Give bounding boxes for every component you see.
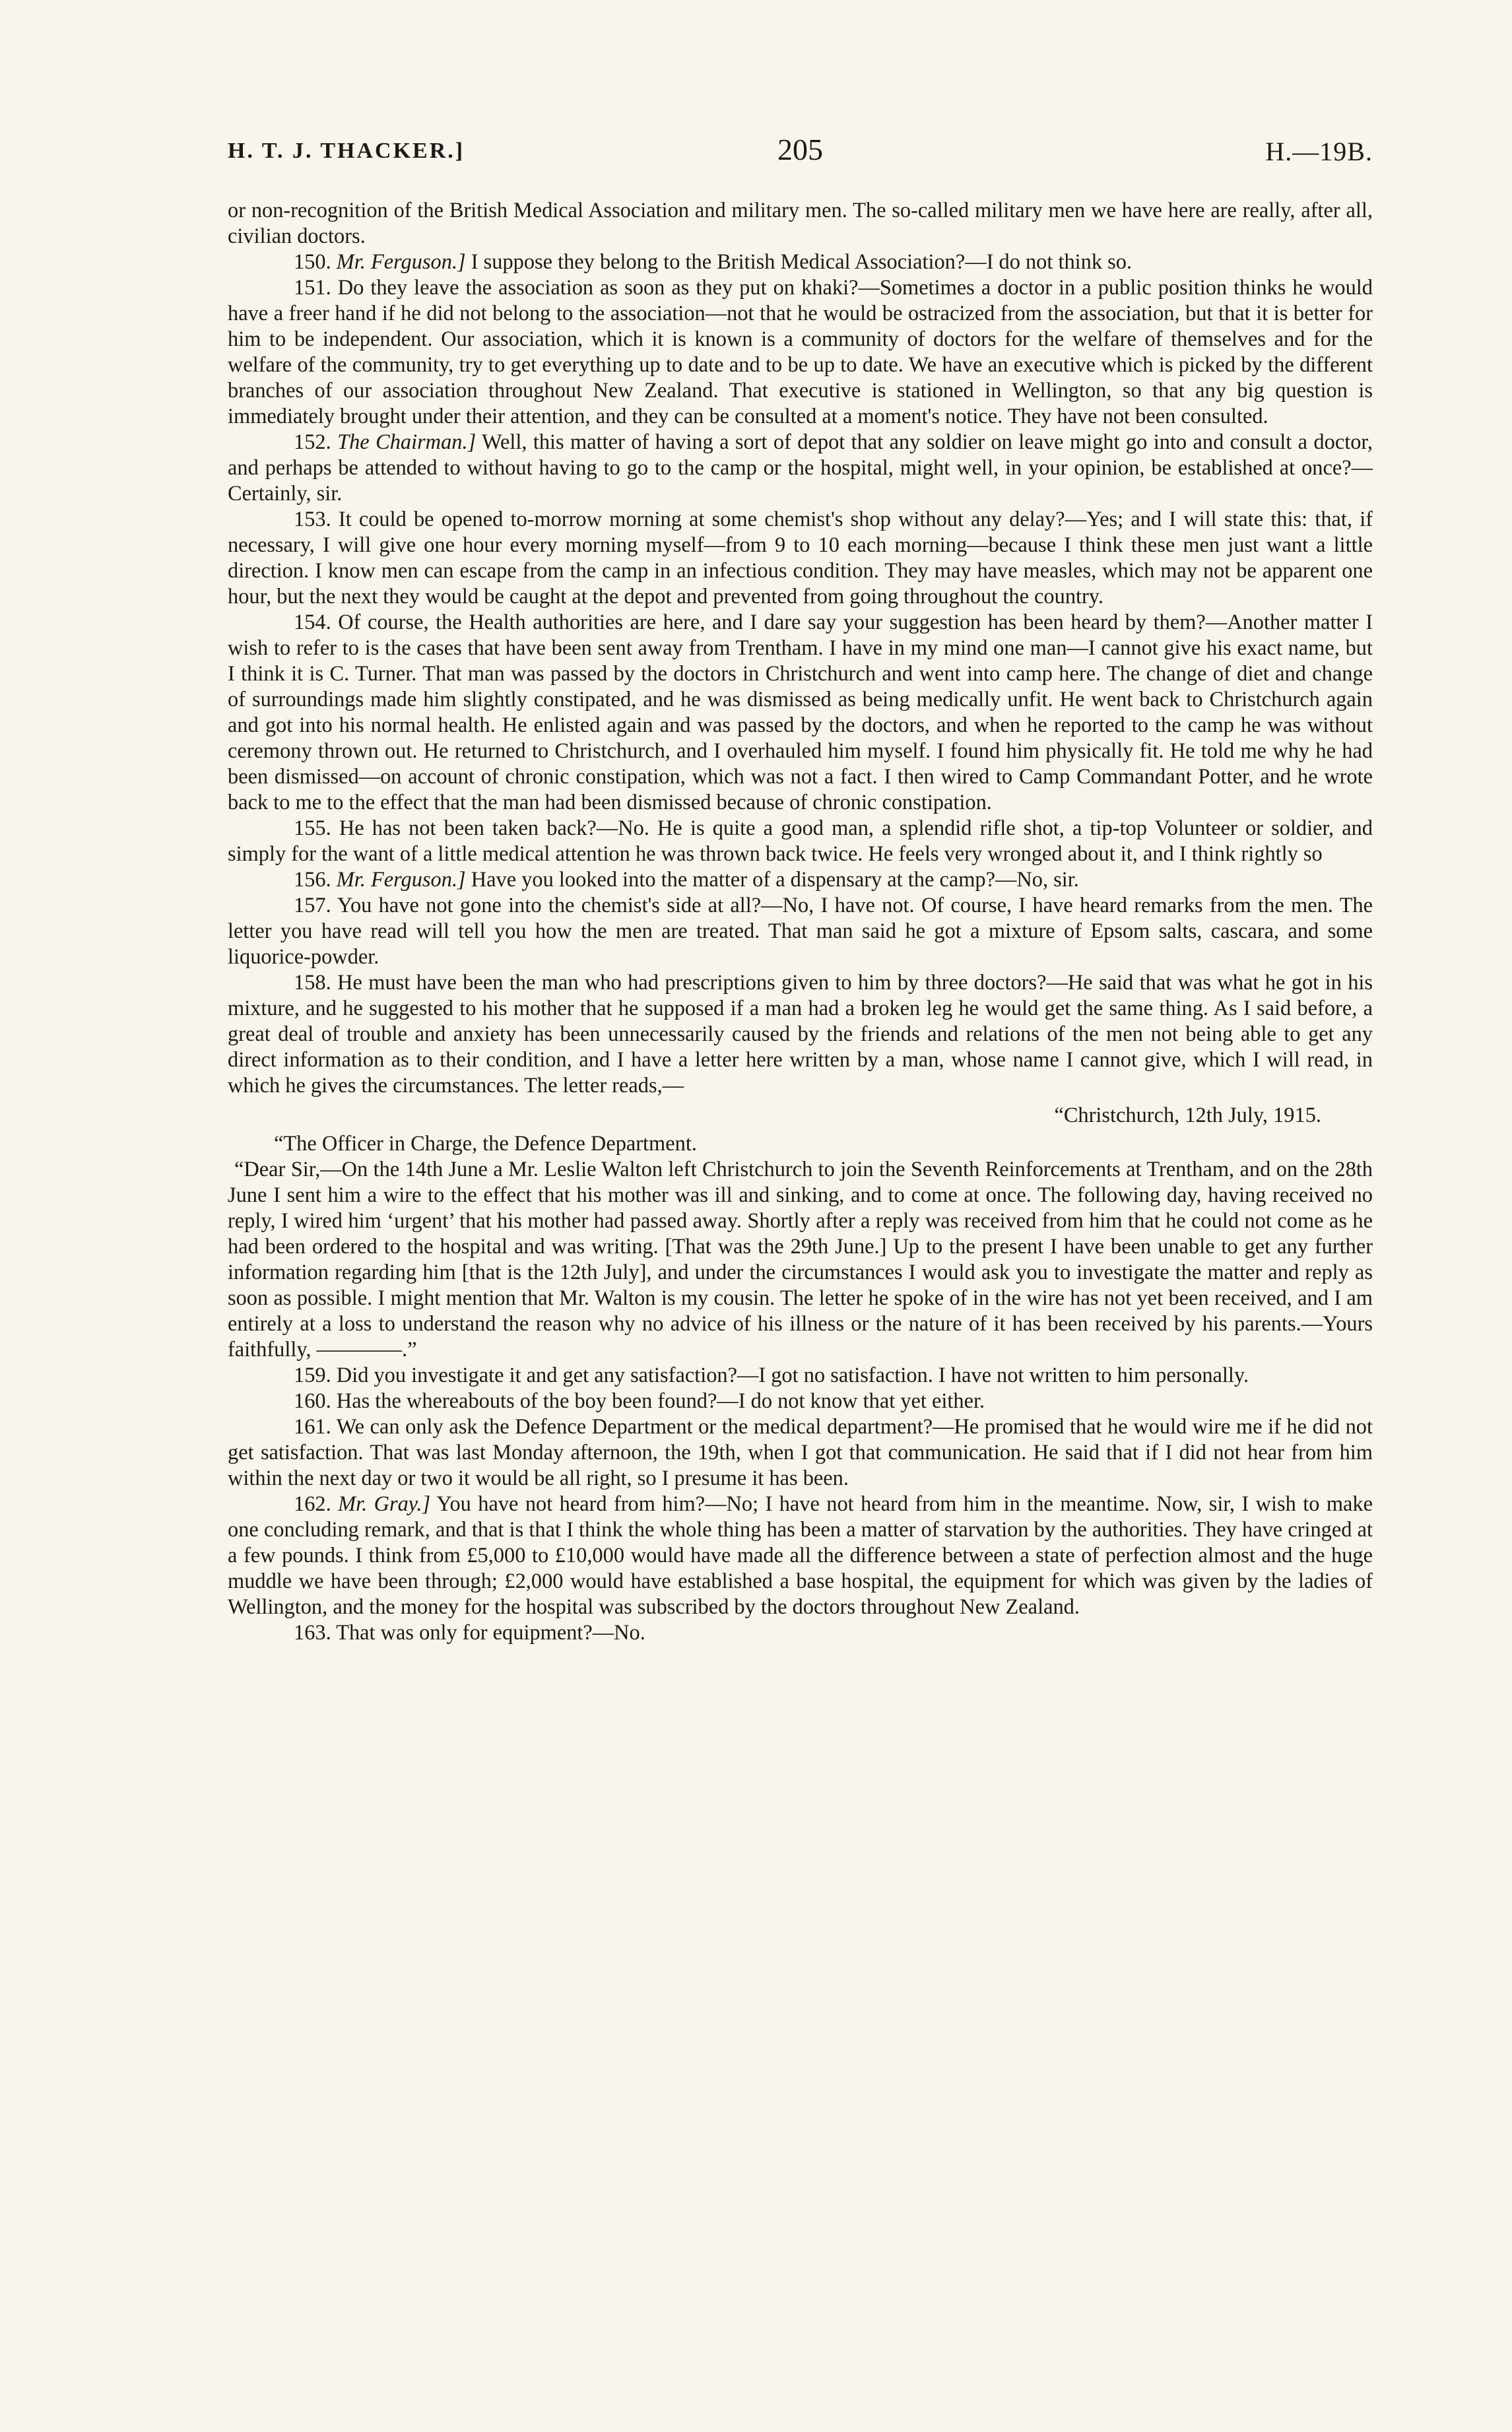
question-155 [228, 816, 1373, 867]
paragraph-text: Do they leave the association as soon as they put on khaki?—Sometimes a doctor in a public position thinks he would have a freer hand if he did not belong to the association—not that he would be ostracized from the association, but that it is better for him to be independent. Our association, which it is known is a community of doctors for the welfare of themselves and for the welfare of the community, try to get everything up to date and to be up to date. We have an executive which is picked by the different branches of our association throughout New Zealand. That executive is stationed in Wellington, so that any big question is immediately brought under their attention, and they can be consulted at a moment's notice. They have not been consulted. [228, 276, 1373, 428]
speaker-label: Mr. Ferguson.] [336, 250, 466, 274]
page-number: 205 [777, 133, 823, 166]
paragraph-text: Did you investigate it and get any satisfaction?—I got no satisfaction. I have not written to him personally. [336, 1364, 1249, 1387]
paragraph-text: or non-recognition of the British Medical Association and military men. The so-called military men we have here are really, after all, civilian doctors. [228, 199, 1373, 248]
speaker-label: Mr. Gray.] [338, 1492, 431, 1516]
paragraph-text: That was only for equipment?—No. [336, 1621, 645, 1645]
running-header [228, 132, 1373, 172]
question-number: 152. [294, 430, 331, 454]
question-159 [228, 1363, 1373, 1389]
question-161 [228, 1414, 1373, 1492]
question-number: 155. [294, 816, 331, 840]
question-163 [228, 1620, 1373, 1646]
paragraph-text: He must have been the man who had prescriptions given to him by three doctors?—He said that was what he got in his mixture, and he suggested to his mother that he supposed if a man had a broken leg he would get the same thing. As I said before, a great deal of trouble and anxiety has been unnecessarily caused by the friends and relations of the men not being able to get any direct information as to their condition, and I have a letter here written by a man, whose name I cannot give, which I will read, in which he gives the circumstances. The letter reads,— [228, 971, 1373, 1098]
question-number: 158. [294, 971, 331, 995]
speaker-label: The Chairman.] [337, 430, 477, 454]
letter-dateline: “Christchurch, 12th July, 1915. [1054, 1103, 1321, 1127]
paragraph-text: Of course, the Health authorities are here, and I dare say your suggestion has been heard by them?—Another matter I wish to refer to is the cases that have been sent away from Trentham. I have in my mind one man—I cannot give his exact name, but I think it is C. Turner. That man was passed by the doctors in Christchurch and went into camp here. The change of diet and change of surroundings made him slightly constipated, and he was dismissed as being medically unfit. He went back to Christchurch again and got into his normal health. He enlisted again and was passed by the doctors, and when he reported to the camp he was without ceremony thrown out. He returned to Christchurch, and I overhauled him myself. I found him physically fit. He told me why he had been dismissed—on account of chronic constipation, which was not a fact. I then wired to Camp Commandant Potter, and he wrote back to me to the effect that the man had been dismissed because of chronic constipation. [228, 610, 1373, 814]
paragraph-text: You have not heard from him?—No; I have not heard from him in the meantime. Now, sir, I wish to make one concluding remark, and that is that I think the whole thing has been a matter of starvation by the authorities. They have cringed at a few pounds. I think from £5,000 to £10,000 would have made all the difference between a state of perfection almost and the huge muddle we have been through; £2,000 would have established a base hospital, the equipment for which was given by the ladies of Wellington, and the money for the hospital was subscribed by the doctors throughout New Zealand. [228, 1492, 1373, 1619]
question-158 [228, 970, 1373, 1099]
question-152 [228, 430, 1373, 507]
question-number: 154. [294, 610, 331, 634]
question-number: 150. [294, 250, 331, 274]
question-153 [228, 507, 1373, 610]
paragraph-text: Has the whereabouts of the boy been found?—I do not know that yet either. [336, 1389, 985, 1413]
question-number: 159. [294, 1364, 331, 1387]
question-number: 163. [294, 1621, 331, 1645]
question-160 [228, 1389, 1373, 1414]
paragraph-text: We can only ask the Defence Department or the medical department?—He promised that he would wire me if he did not get satisfaction. That was last Monday afternoon, the 19th, when I got that communication. He said that if I did not hear from him within the next day or two it would be all right, so I presume it has been. [228, 1415, 1373, 1490]
paragraph-text: I suppose they belong to the British Medical Association?—I do not think so. [471, 250, 1133, 274]
paragraph-text: He has not been taken back?—No. He is quite a good man, a splendid rifle shot, a tip-top Volunteer or soldier, and simply for the want of a little medical attention he was thrown back twice. He feels very wronged about it, and I think rightly so [228, 816, 1373, 866]
paragraph-text: You have not gone into the chemist's side at all?—No, I have not. Of course, I have heard remarks from the men. The letter you have read will tell you how the men are treated. That man said he got a mixture of Epsom salts, cascara, and some liquorice-powder. [228, 894, 1373, 969]
letter-body: “Dear Sir,—On the 14th June a Mr. Leslie Walton left Christchurch to join the Seventh Reinforcements at Trentham, and on the 28th June I sent him a wire to the effect that his mother was ill and sinking, and to come at once. The following day, having received no reply, I wired him ‘urgent’ that his mother had passed away. Shortly after a reply was received from him that he could not come as he had been ordered to the hospital and was writing. [That was the 29th June.] Up to the present I have been unable to get any further information regarding him [that is the 12th July], and under the circumstances I would ask you to investigate the matter and reply as soon as possible. I might mention that Mr. Walton is my cousin. The letter he spoke of in the wire has not yet been received, and I am entirely at a loss to understand the reason why no advice of his illness or the nature of it has been received by his parents.—Yours faithfully, ————.” [228, 1158, 1373, 1362]
question-150 [228, 249, 1373, 275]
question-151 [228, 275, 1373, 430]
question-number: 151. [294, 276, 331, 300]
letter-address: “The Officer in Charge, the Defence Department. [274, 1132, 697, 1156]
question-157 [228, 893, 1373, 970]
paper-reference: H.—19B. [1265, 137, 1373, 166]
question-154 [228, 610, 1373, 816]
document-body [228, 198, 1373, 1646]
question-number: 161. [294, 1415, 331, 1439]
witness-name: H. T. J. THACKER.] [228, 139, 465, 163]
question-number: 153. [294, 508, 331, 531]
question-156 [228, 867, 1373, 893]
paragraph-continuation [228, 198, 1373, 249]
speaker-label: Mr. Ferguson.] [336, 868, 466, 892]
question-162 [228, 1492, 1373, 1620]
question-number: 162. [294, 1492, 331, 1516]
paragraph-text: It could be opened to-morrow morning at some chemist's shop without any delay?—Yes; and I will state this: that, if necessary, I will give one hour every morning myself—from 9 to 10 each morning—because I think these men just want a little direction. I know men can escape from the camp in an infectious condition. They may have measles, which may not be apparent one hour, but the next they would be caught at the depot and prevented from going throughout the country. [228, 508, 1373, 608]
question-number: 157. [294, 894, 331, 917]
paragraph-text: Have you looked into the matter of a dispensary at the camp?—No, sir. [471, 868, 1079, 892]
paragraph-text: Well, this matter of having a sort of depot that any soldier on leave might go into and consult a doctor, and perhaps be attended to without having to go to the camp or the hospital, might well, in your opinion, be established at once?—Certainly, sir. [228, 430, 1373, 506]
question-number: 156. [294, 868, 331, 892]
question-number: 160. [294, 1389, 331, 1413]
